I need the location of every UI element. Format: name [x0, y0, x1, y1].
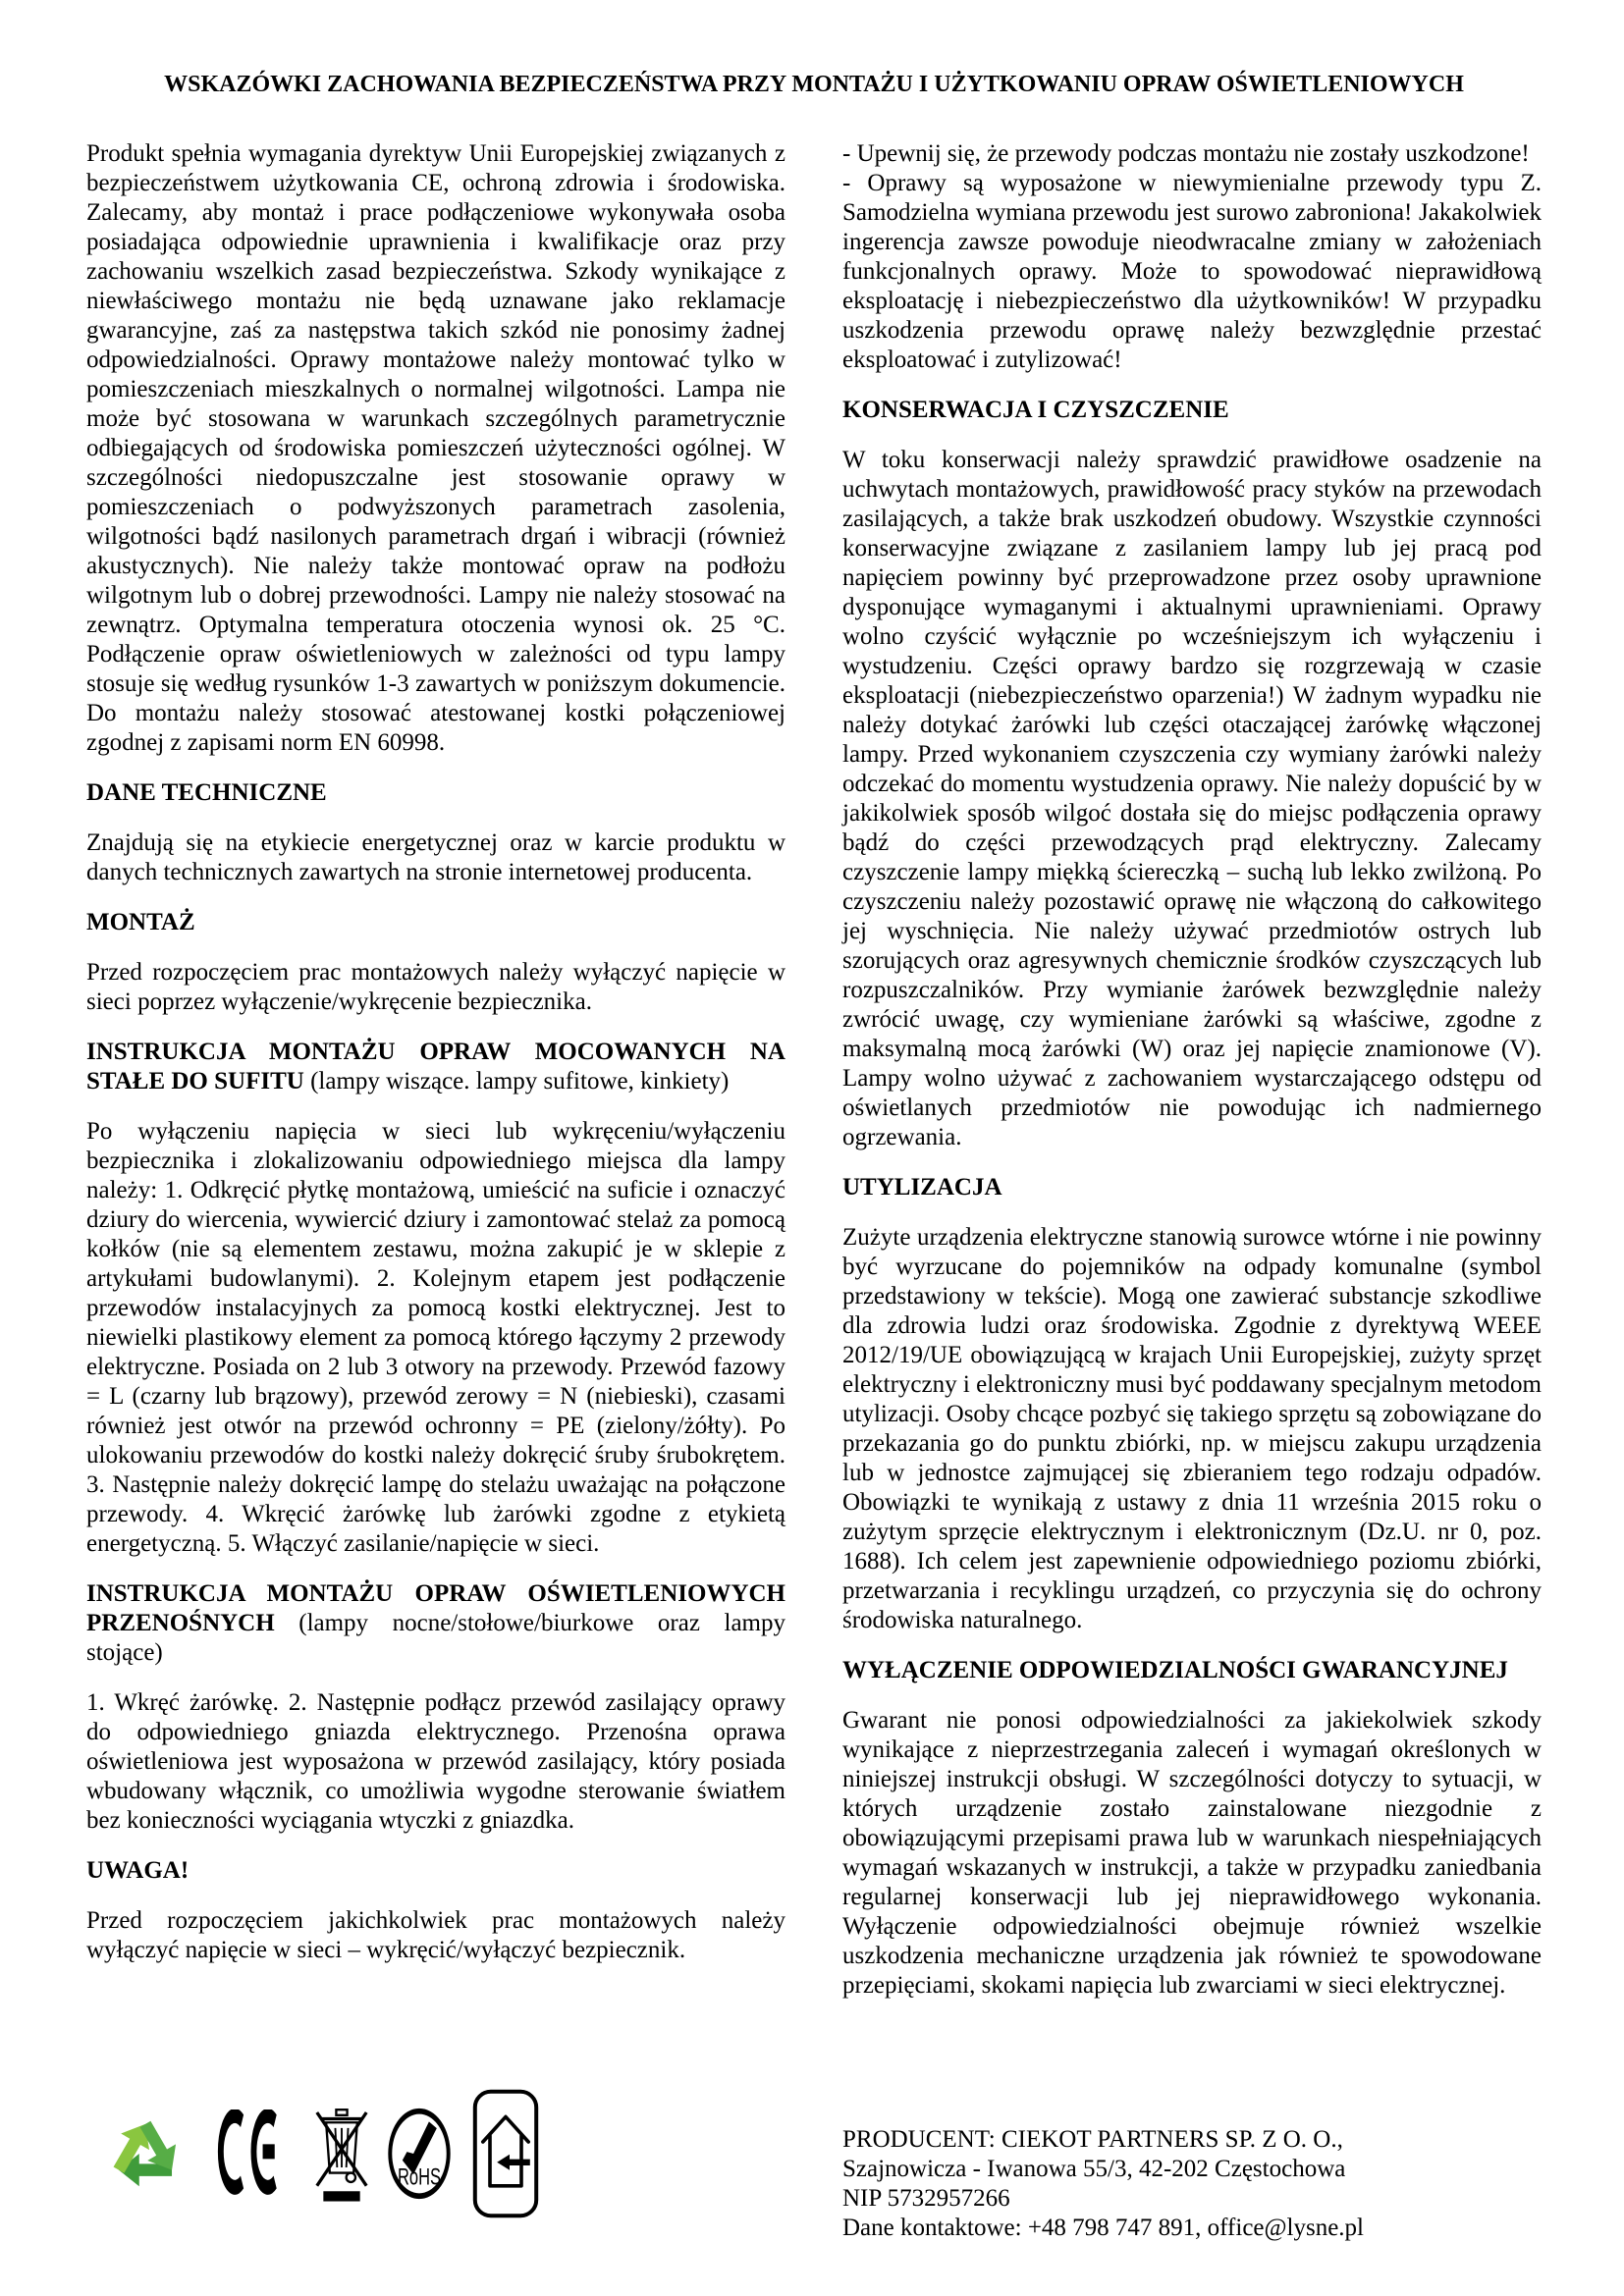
heading-instrukcja-przenosne-subtitle: (lampy nocne/stołowe/biurkowe oraz lampy stojące) [86, 1610, 785, 1666]
bullet-przewody-typu-z: - Oprawy są wyposażone w niewymienialne przewody typu Z. Samodzielna wymiana przewodu jest surowo zabroniona! Jakakolwiek ingerencja zawsze powoduje nieodwracalne zmiany w założeniach funkcjonalnych oprawy. Może to spowodować nieprawidłową eksploatację i niebezpieczeństwo dla użytkowników! W przypadku uszkodzenia przewodu oprawę należy bezwzględnie przestać eksploatować i zutylizować! [842, 170, 1542, 373]
heading-dane-techniczne: DANE TECHNICZNE [86, 779, 327, 806]
rohs-icon [387, 2107, 452, 2201]
intro-paragraph: Produkt spełnia wymagania dyrektyw Unii Europejskiej związanych z bezpieczeństwem użytkowania CE, ochroną zdrowia i środowiska. Zalecamy, aby montaż i prace podłączeniowe wykonywała osoba posiadająca odpowiednie uprawnienia i kwalifikacje oraz przy zachowaniu wszelkich zasad bezpieczeństwa. Szkody wynikające z niewłaściwego montażu nie będą uznawane jako reklamacje gwarancyjne, zaś za następstwa takich szkód nie ponosimy żadnej odpowiedzialności. Oprawy montażowe należy montować tylko w pomieszczeniach mieszkalnych o normalnej wilgotności. Lampa nie może być stosowana w warunkach szczególnych parametrycznie odbiegających od środowiska pomieszczeń użyteczności ogólnej. W szczególności niedopuszczalne jest stosowanie oprawy w pomieszczeniach o podwyższonych parametrach zasolenia, wilgotności bądź nasilonych parametrach drgań i wibracji (również akustycznych). Nie należy także montować opraw na podłożu wilgotnym lub o dobrej przewodności. Lampy nie należy stosować na zewnątrz. Optymalna temperatura otoczenia wynosi ok. 25 °C. Podłączenie opraw oświetleniowych w zależności od typu lampy stosuje się według rysunków 1-3 zawartych w poniższym dokumencie. Do montażu należy stosować atestowanej kostki połączeniowej zgodnej z zapisami norm EN 60998. [86, 140, 785, 756]
montaz-paragraph: Przed rozpoczęciem prac montażowych należy wyłączyć napięcie w sieci poprzez wyłączenie/wykręcenie bezpiecznika. [86, 959, 785, 1015]
producer-name-line: PRODUCENT: CIEKOT PARTNERS SP. Z O. O., [842, 2126, 1343, 2153]
heading-instrukcja-sufit [86, 1038, 785, 1096]
bullet-przewody-uszkodzone: - Upewnij się, że przewody podczas montażu nie zostały uszkodzone! [842, 140, 1530, 167]
producer-contact-line: Dane kontaktowe: +48 798 747 891, office@lysne.pl [842, 2215, 1365, 2241]
producer-info [842, 2064, 1542, 2243]
house-return-icon [469, 2087, 542, 2220]
footer [86, 2064, 1542, 2243]
heading-instrukcja-przenosne [86, 1579, 785, 1668]
heading-instrukcja-przenosne-bold: INSTRUKCJA MONTAŻU OPRAW OŚWIETLENIOWYCH PRZENOŚNYCH [86, 1580, 785, 1636]
page-title: WSKAZÓWKI ZACHOWANIA BEZPIECZEŃSTWA PRZY MONTAŻU I UŻYTKOWANIU OPRAW OŚWIETLENIOWYCH [164, 72, 1464, 97]
instrukcja-sufit-paragraph: Po wyłączeniu napięcia w sieci lub wykręceniu/wyłączeniu bezpiecznika i zlokalizowaniu odpowiedniego miejsca dla lampy należy: 1. Odkręcić płytkę montażową, umieścić na suficie i oznaczyć dziury do wiercenia, wywiercić dziury i zamontować stelaż za pomocą kołków (nie są elementem zestawu, można zakupić je w sklepie z artykułami budowlanymi). 2. Kolejnym etapem jest podłączenie przewodów instalacyjnych za pomocą kostki elektrycznej. Jest to niewielki plastikowy element za pomocą którego łączymy 2 przewody elektryczne. Posiada on 2 lub 3 otwory na przewody. Przewód fazowy = L (czarny lub brązowy), przewód zerowy = N (niebieski), czasami również jest otwór na przewód ochronny = PE (zielony/żółty). Po ulokowaniu przewodów do kostki należy dokręcić śruby śrubokrętem. 3. Następnie należy dokręcić lampę do stelażu uważając na połączone przewody. 4. Wkręcić żarówkę lub żarówki zgodne z etykietą energetyczną. 5. Włączyć zasilanie/napięcie w sieci. [86, 1118, 785, 1557]
left-column [86, 139, 785, 2021]
utylizacja-paragraph: Zużyte urządzenia elektryczne stanowią surowce wtórne i nie powinny być wyrzucane do pojemników na odpady komunalne (symbol przedstawiony w tekście). Mogą one zawierać substancje szkodliwe dla zdrowia ludzi oraz środowiska. Zgodnie z dyrektywą WEEE 2012/19/UE obowiązującą w krajach Unii Europejskiej, zużyty sprzęt elektryczny i elektroniczny musi być poddawany specjalnym metodom utylizacji. Osoby chcące pozbyć się takiego sprzętu są zobowiązane do przekazania go do punktu zbiórki, np. w miejscu zakupu urządzenia lub w jednostce zajmującej się zbieraniem tego rodzaju odpadów. Obowiązki te wynikają z ustawy z dnia 11 września 2015 roku o zużytym sprzęcie elektrycznym i elektronicznym (Dz.U. nr 0, poz. 1688). Ich celem jest zapewnienie odpowiedniego poziomu zbiórki, przetwarzania i recyklingu urządzeń, co przyczynia się do ochrony środowiska naturalnego. [842, 1224, 1542, 1633]
heading-wylaczenie-gwarancji: WYŁĄCZENIE ODPOWIEDZIALNOŚCI GWARANCYJNEJ [842, 1657, 1508, 1683]
uwaga-paragraph: Przed rozpoczęciem jakichkolwiek prac montażowych należy wyłączyć napięcie w sieci – wykręcić/wyłączyć bezpiecznik. [86, 1907, 785, 1963]
konserwacja-paragraph: W toku konserwacji należy sprawdzić prawidłowe osadzenie na uchwytach montażowych, prawidłowość pracy styków na przewodach zasilających, a także brak uszkodzeń obudowy. Wszystkie czynności konserwacyjne związane z zasilaniem lampy lub jej pracą pod napięciem powinny być przeprowadzone przez osoby uprawnione dysponujące wymaganymi i aktualnymi uprawnieniami. Oprawy wolno czyścić wyłącznie po wcześniejszym ich wyłączeniu i wystudzeniu. Części oprawy bardzo się rozgrzewają w czasie eksploatacji (niebezpieczeństwo oparzenia!) W żadnym wypadku nie należy dotykać żarówki lub części otaczającej żarówkę włączonej lampy. Przed wykonaniem czyszczenia czy wymiany żarówki należy odczekać do momentu wystudzenia oprawy. Nie należy dopuścić by w jakikolwiek sposób wilgoć dostała się do miejsc podłączenia oprawy bądź do części przewodzących prąd elektryczny. Zalecamy czyszczenie lampy miękką ściereczką – suchą lub lekko zwilżoną. Po czyszczeniu należy pozostawić oprawę nie włączoną do całkowitego jej wyschnięcia. Nie należy używać przedmiotów ostrych lub szorujących oraz agresywnych chemicznie środków czyszczących lub rozpuszczalników. Przy wymianie żarówek bezwzględnie należy zwrócić uwagę, czy wymieniane żarówki są właściwe, zgodne z maksymalną mocą żarówki (W) oraz jej napięcie znamionowe (V). Lampy wolno używać z zachowaniem wystarczającego odstępu od oświetlanych przedmiotów nie powodując ich nadmiernego ogrzewania. [842, 447, 1542, 1150]
heading-konserwacja: KONSERWACJA I CZYSZCZENIE [842, 397, 1229, 423]
heading-uwaga: UWAGA! [86, 1857, 189, 1884]
heading-instrukcja-sufit-bold: INSTRUKCJA MONTAŻU OPRAW MOCOWANYCH NA STAŁE DO SUFITU [86, 1039, 785, 1095]
two-column-layout [86, 139, 1542, 2021]
certification-icons-strip [86, 2064, 785, 2243]
heading-montaz: MONTAŻ [86, 909, 195, 935]
producer-address-line: Szajnowicza - Iwanowa 55/3, 42-202 Częstochowa [842, 2156, 1346, 2182]
right-column [842, 139, 1542, 2021]
heading-instrukcja-sufit-subtitle: (lampy wiszące. lampy sufitowe, kinkiety) [303, 1068, 730, 1095]
weee-crossed-bin-icon [314, 2103, 369, 2205]
producer-nip-line: NIP 5732957266 [842, 2185, 1010, 2212]
instrukcja-przenosne-paragraph: 1. Wkręć żarówkę. 2. Następnie podłącz przewód zasilający oprawy do odpowiedniego gniazda elektrycznego. Przenośna oprawa oświetleniowa jest wyposażona w przewód zasilający, który posiada wbudowany włącznik, co umożliwia wygodne sterowanie światłem bez konieczności wyciągania wtyczki z gniazdka. [86, 1689, 785, 1834]
dane-techniczne-paragraph: Znajdują się na etykiecie energetycznej oraz w karcie produktu w danych technicznych zawartych na stronie internetowej producenta. [86, 829, 785, 885]
recycling-icon [94, 2096, 196, 2212]
ce-mark-icon [214, 2109, 297, 2198]
rohs-label: RoHS [398, 2163, 441, 2191]
gwarancja-paragraph: Gwarant nie ponosi odpowiedzialności za jakiekolwiek szkody wynikające z nieprzestrzegania zaleceń i wymagań określonych w niniejszej instrukcji obsługi. W szczególności dotyczy to sytuacji, w których urządzenie zostało zainstalowane niezgodnie z obowiązującymi przepisami prawa lub w warunkach niespełniających wymagań wskazanych w instrukcji, a także w przypadku zaniedbania regularnej konserwacji lub jej nieprawidłowego wykonania. Wyłączenie odpowiedzialności obejmuje również wszelkie uszkodzenia mechaniczne urządzenia jak również te spowodowane przepięciami, skokami napięcia lub zwarciami w sieci elektrycznej. [842, 1707, 1542, 1999]
heading-utylizacja: UTYLIZACJA [842, 1174, 1002, 1201]
